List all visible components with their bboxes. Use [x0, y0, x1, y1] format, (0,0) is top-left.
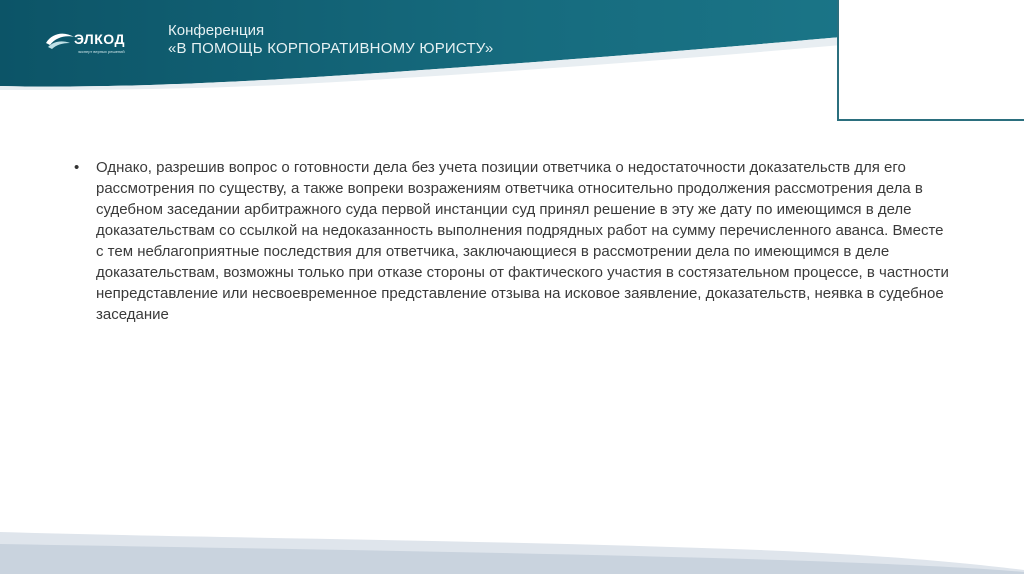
- footer-wave: [0, 510, 1024, 574]
- corner-frame: [837, 0, 1024, 121]
- bullet-marker: •: [74, 159, 80, 176]
- conference-title: «В ПОМОЩЬ КОРПОРАТИВНОМУ ЮРИСТУ»: [168, 40, 494, 57]
- logo-tagline: эксперт верных решений: [78, 49, 125, 54]
- elkod-logo: [44, 27, 134, 57]
- footer-wave-shape: [0, 510, 1024, 574]
- body-paragraph: Однако, разрешив вопрос о готовности дела без учета позиции ответчика о недостаточности доказательств для его рассмотрения по существу, а также вопреки возражениям ответчика относительно продолжения рассмотрения дела в судебном заседании арбитражного суда первой инстанции суд принял решение в эту же дату по имеющимся в деле доказательствам со ссылкой на недоказанность выполнения подрядных работ на сумму перечисленного аванса. Вместе с тем неблагоприятные последствия для ответчика, заключающиеся в рассмотрении дела по имеющимся в деле доказательствам, возможны только при отказе стороны от фактического участия в состязательном процессе, в частности непредставление или несвоевременное представление отзыва на исковое заявление, доказательств, неявка в судебное заседание: [96, 159, 949, 323]
- main-content: [74, 157, 954, 325]
- logo-text: ЭЛКОД: [74, 31, 125, 47]
- conference-label: Конференция: [168, 22, 265, 39]
- elkod-wave-logo-icon: [44, 29, 76, 51]
